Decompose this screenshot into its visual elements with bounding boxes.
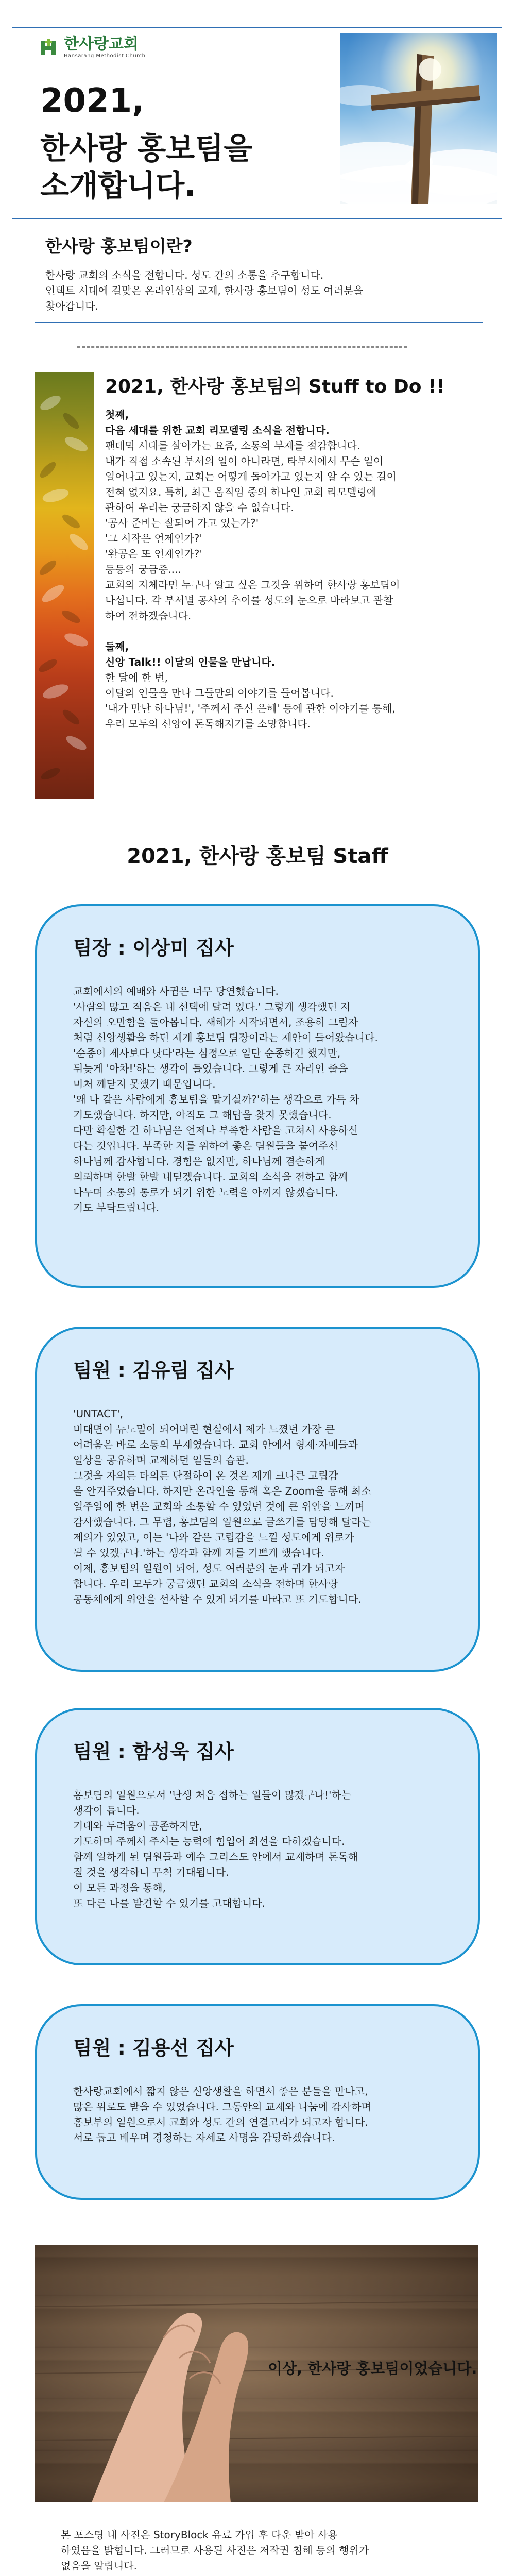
- autumn-leaves-image: [35, 372, 94, 799]
- staff-line: 그것을 자의든 타의든 단절하여 온 것은 제게 크나큰 고립감: [73, 1469, 338, 1482]
- church-name: 한사랑교회: [64, 35, 139, 53]
- staff-line: 의뢰하며 한발 한발 내딛겠습니다. 교회의 소식을 전하고 함께: [73, 1171, 348, 1183]
- staff-name: 팀원 : 함성욱 집사: [73, 1740, 234, 1763]
- todo-line: '완공은 또 언제인가?': [105, 548, 202, 560]
- staff-name: 팀장 : 이상미 집사: [73, 937, 234, 959]
- staff-line: 합니다. 우리 모두가 궁금했던 교회의 소식을 전하며 한사랑: [73, 1578, 338, 1590]
- staff-line: 을 안겨주었습니다. 하지만 온라인을 통해 혹은 Zoom을 통해 최소: [73, 1485, 371, 1497]
- church-logo-icon: [40, 38, 60, 57]
- staff-line: 질 것을 생각하니 무척 기대됩니다.: [73, 1866, 229, 1878]
- church-logo[interactable]: [40, 36, 145, 59]
- staff-line: 서로 돕고 배우며 경청하는 자세로 사명을 감당하겠습니다.: [73, 2131, 335, 2144]
- intro-line: 한사랑 교회의 소식을 전합니다. 성도 간의 소통을 추구합니다.: [45, 269, 324, 281]
- staff-line: 감사했습니다. 그 무렵, 홍보팀의 일원으로 글쓰기를 담당해 달라는: [73, 1516, 371, 1528]
- todo-section2-heading: 신앙 Talk!! 이달의 인물을 만납니다.: [105, 656, 276, 668]
- todo-line: 등등의 궁금증....: [105, 563, 181, 575]
- staff-line: '사람의 많고 적음은 내 선택에 달려 있다.' 그렇게 생각했던 저: [73, 1001, 351, 1013]
- staff-line: 생각이 듭니다.: [73, 1804, 140, 1817]
- staff-title: 2021, 한사랑 홍보팀 Staff: [127, 844, 388, 868]
- hero-title-line2: 소개합니다.: [40, 168, 196, 203]
- intro-line: 언택트 시대에 걸맞은 온라인상의 교제, 한사랑 홍보팀이 성도 여러분을: [45, 284, 364, 297]
- staff-line: 홍보부의 일원으로서 교회와 성도 간의 연결고리가 되고자 합니다.: [73, 2116, 368, 2128]
- todo-section1-heading: 다음 세대를 위한 교회 리모델링 소식을 전합니다.: [105, 424, 330, 436]
- todo-line: 우리 모두의 신앙이 돈독해지기를 소망합니다.: [105, 718, 311, 730]
- staff-name: 팀원 : 김용선 집사: [73, 2037, 234, 2059]
- todo-line: 내가 직접 소속된 부서의 일이 아니라면, 타부서에서 무슨 일이: [105, 455, 384, 467]
- todo-line: 관하여 우리는 궁금하지 않을 수 없습니다.: [105, 501, 294, 514]
- staff-line: 일주일에 한 번은 교회와 소통할 수 있었던 것에 큰 위안을 느끼며: [73, 1500, 365, 1513]
- todo-line: 하여 전하겠습니다.: [105, 609, 192, 622]
- staff-line: 나누며 소통의 통로가 되기 위한 노력을 아끼지 않겠습니다.: [73, 1186, 338, 1198]
- staff-card-member-kim-yurim: [35, 1327, 480, 1672]
- staff-line: 처럼 신앙생활을 하던 제게 홍보팀 팀장이라는 제안이 들어왔습니다.: [73, 1031, 378, 1044]
- staff-line: 제의가 있었고, 이는 '나와 같은 고립감을 느낄 성도에게 위로가: [73, 1531, 354, 1544]
- staff-line: '왜 나 같은 사람에게 홍보팀을 맡기실까?'하는 생각으로 가득 차: [73, 1093, 359, 1106]
- intro-section: [35, 233, 483, 323]
- footer-line: 본 포스팅 내 사진은 StoryBlock 유료 가입 후 다운 받아 사용: [61, 2529, 338, 2541]
- church-name-english: Hansarang Methodist Church: [64, 53, 146, 59]
- intro-divider: [35, 322, 483, 323]
- staff-line: 홍보팀의 일원으로서 '난생 처음 접하는 일들이 많겠구나!'하는: [73, 1789, 352, 1801]
- intro-line: 찾아갑니다.: [45, 300, 98, 312]
- staff-line: 공동체에게 위안을 선사할 수 있게 되기를 바라고 또 기도합니다.: [73, 1593, 362, 1605]
- staff-card-leader: [35, 904, 480, 1288]
- staff-line: 자신의 오만함을 돌아봅니다. 새해가 시작되면서, 조용히 그림자: [73, 1016, 358, 1028]
- staff-line: 미처 깨닫지 못했기 때문입니다.: [73, 1078, 216, 1090]
- todo-line: 교회의 지체라면 누구나 알고 싶은 그것을 위하여 한사랑 홍보팀이: [105, 579, 400, 591]
- todo-line: 한 달에 한 번,: [105, 671, 168, 684]
- staff-line: 하나님께 감사합니다. 경험은 없지만, 하나님께 겸손하게: [73, 1155, 325, 1167]
- hero-title: [40, 130, 252, 204]
- footer-line: 하였음을 밝힙니다. 그러므로 사용된 사진은 저작권 침해 등의 행위가: [61, 2544, 369, 2556]
- staff-line: 다만 확실한 건 하나님은 언제나 부족한 사람을 고쳐서 사용하신: [73, 1124, 358, 1137]
- staff-name: 팀원 : 김유림 집사: [73, 1359, 234, 1382]
- staff-line: 어려움은 바로 소통의 부재였습니다. 교회 안에서 형제·자매들과: [73, 1438, 358, 1451]
- closing-caption: 이상, 한사랑 홍보팀이었습니다.: [268, 2360, 477, 2377]
- todo-line: 일어나고 있는지, 교회는 어떻게 돌아가고 있는지 알 수 있는 길이: [105, 470, 397, 483]
- staff-message: [73, 1787, 442, 1911]
- staff-card-member-kim-yongseon: [35, 2004, 480, 2200]
- todo-line: 이달의 인물을 만나 그들만의 이야기를 들어봅니다.: [105, 687, 334, 699]
- todo-title: 2021, 한사랑 홍보팀의 Stuff to Do !!: [105, 376, 445, 397]
- staff-line: 이 모든 과정을 통해,: [73, 1882, 166, 1894]
- staff-line: 뒤늦게 '아차!'하는 생각이 들었습니다. 그렇게 큰 자리인 줄을: [73, 1062, 348, 1075]
- hero-title-line1: 한사랑 홍보팀을: [40, 131, 253, 166]
- staff-line: 많은 위로도 받을 수 있었습니다. 그동안의 교제와 나눔에 감사하며: [73, 2100, 371, 2113]
- todo-line: 전혀 없지요. 특히, 최근 움직임 중의 하나인 교회 리모델링에: [105, 486, 377, 498]
- hero-divider: [12, 218, 502, 219]
- staff-card-member-ham-seonguk: [35, 1708, 480, 1965]
- hero-year: 2021,: [40, 82, 145, 120]
- staff-line: 기도 부탁드립니다.: [73, 1201, 160, 1214]
- todo-line: 나섭니다. 각 부서별 공사의 추이를 성도의 눈으로 바라보고 관찰: [105, 594, 393, 606]
- staff-line: 'UNTACT',: [73, 1408, 124, 1420]
- dashed-divider: [77, 346, 407, 348]
- staff-line: 함께 일하게 된 팀원들과 예수 그리스도 안에서 교제하며 돈독해: [73, 1851, 358, 1863]
- staff-line: 이제, 홍보팀의 일원이 되어, 성도 여러분의 눈과 귀가 되고자: [73, 1562, 345, 1574]
- staff-line: 한사랑교회에서 짧지 않은 신앙생활을 하면서 좋은 분들을 만나고,: [73, 2085, 368, 2097]
- staff-line: 기도하며 주께서 주시는 능력에 힘입어 최선을 다하겠습니다.: [73, 1835, 345, 1848]
- staff-line: 또 다른 나를 발견할 수 있기를 고대합니다.: [73, 1897, 265, 1909]
- todo-line: '내가 만난 하나님!', '주께서 주신 은혜' 등에 관한 이야기를 통해,: [105, 702, 396, 715]
- staff-line: 비대면이 뉴노멀이 되어버린 현실에서 제가 느꼈던 가장 큰: [73, 1423, 335, 1435]
- todo-section2-label: 둘째,: [105, 640, 129, 653]
- staff-line: 다는 것입니다. 부족한 저를 위하여 좋은 팀원들을 붙여주신: [73, 1140, 338, 1152]
- todo-section1-label: 첫째,: [105, 409, 129, 421]
- staff-message: [73, 2083, 442, 2145]
- intro-title: 한사랑 홍보팀이란?: [45, 236, 193, 256]
- todo-line: 팬데믹 시대를 살아가는 요즘, 소통의 부재를 절감합니다.: [105, 439, 360, 452]
- staff-line: '순종이 제사보다 낫다'라는 심정으로 일단 순종하긴 했지만,: [73, 1047, 341, 1059]
- staff-message: [73, 1406, 442, 1607]
- staff-line: 교회에서의 예배와 사귐은 너무 당연했습니다.: [73, 985, 279, 997]
- staff-line: 기도했습니다. 하지만, 아직도 그 해답을 찾지 못했습니다.: [73, 1109, 332, 1121]
- todo-body: [105, 407, 476, 732]
- photo-credit-note: [61, 2527, 473, 2573]
- cross-sky-image: [340, 33, 497, 204]
- footer-line: 없음을 알립니다.: [61, 2560, 137, 2572]
- staff-line: 될 수 있겠구나.'하는 생각과 함께 저를 기쁘게 했습니다.: [73, 1547, 324, 1559]
- top-divider: [12, 27, 502, 28]
- staff-message: [73, 984, 442, 1215]
- intro-text: [45, 267, 483, 314]
- todo-line: '그 시작은 언제인가?': [105, 532, 202, 545]
- staff-line: 일상을 공유하며 교제하던 일들의 습관.: [73, 1454, 249, 1466]
- staff-line: 기대와 두려움이 공존하지만,: [73, 1820, 202, 1832]
- todo-line: '공사 준비는 잘되어 가고 있는가?': [105, 517, 259, 529]
